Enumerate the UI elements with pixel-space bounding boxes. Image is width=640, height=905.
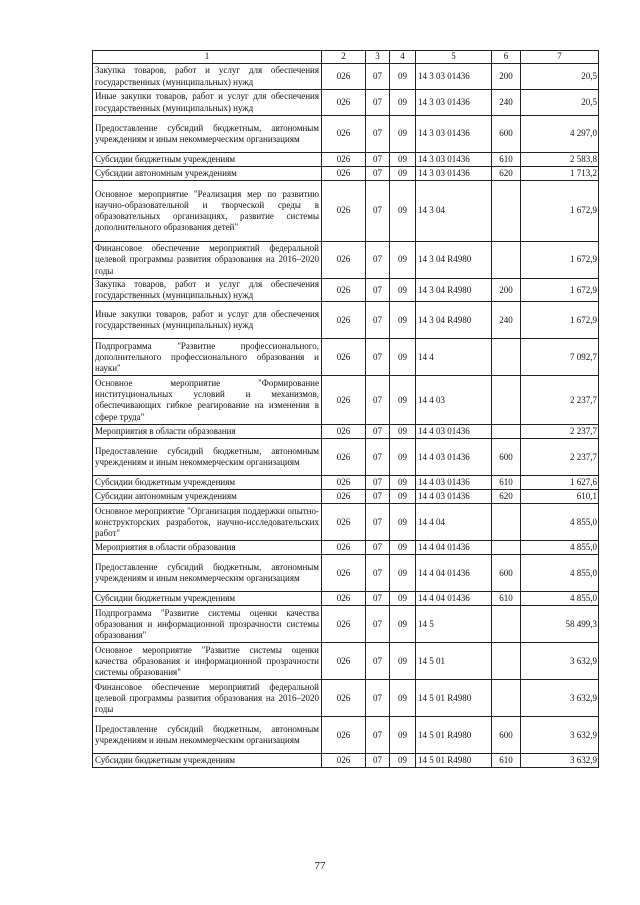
row-section: 07 <box>366 153 390 167</box>
row-section: 07 <box>366 754 390 768</box>
row-expense-type: 610 <box>492 592 521 606</box>
row-admin-code: 026 <box>322 116 366 153</box>
row-admin-code: 026 <box>322 153 366 167</box>
row-target-article: 14 5 01 R4980 <box>416 717 492 754</box>
row-name: Предоставление субсидий бюджетным, автономным учреждениям и иным некоммерческим организациям <box>93 717 322 754</box>
row-target-article: 14 3 04 <box>416 181 492 242</box>
row-subsection: 09 <box>390 606 416 643</box>
table-row <box>93 680 599 717</box>
row-name: Предоставление субсидий бюджетным, автономным учреждениям и иным некоммерческим организациям <box>93 555 322 592</box>
row-subsection: 09 <box>390 541 416 555</box>
row-admin-code: 026 <box>322 302 366 339</box>
row-name: Основное мероприятие "Развитие системы оценки качества образования и информационной прозрачности системы образования" <box>93 643 322 680</box>
row-name: Закупка товаров, работ и услуг для обеспечения государственных (муниципальных) нужд <box>93 64 322 90</box>
row-name: Основное мероприятие "Организация поддержки опытно-конструкторских разработок, научно-исследовательских работ" <box>93 504 322 541</box>
row-expense-type: 200 <box>492 279 521 302</box>
row-name: Финансовое обеспечение мероприятий федеральной целевой программы развития образования на 2016–2020 годы <box>93 680 322 717</box>
row-expense-type: 600 <box>492 555 521 592</box>
row-admin-code: 026 <box>322 680 366 717</box>
row-target-article: 14 3 04 R4980 <box>416 242 492 279</box>
row-name: Иные закупки товаров, работ и услуг для обеспечения государственных (муниципальных) нужд <box>93 90 322 116</box>
row-admin-code: 026 <box>322 425 366 439</box>
row-name: Предоставление субсидий бюджетным, автономным учреждениям и иным некоммерческим организациям <box>93 116 322 153</box>
row-admin-code: 026 <box>322 64 366 90</box>
row-target-article: 14 5 01 <box>416 643 492 680</box>
row-target-article: 14 5 01 R4980 <box>416 754 492 768</box>
row-amount: 2 237,7 <box>521 425 599 439</box>
row-target-article: 14 4 <box>416 339 492 376</box>
row-name: Субсидии бюджетным учреждениям <box>93 754 322 768</box>
row-expense-type: 620 <box>492 167 521 181</box>
row-name: Основное мероприятие "Реализация мер по развитию научно-образовательной и творческой среды в образовательных организациях, развитие системы дополнительного образования детей" <box>93 181 322 242</box>
table-body <box>93 51 599 768</box>
row-target-article: 14 4 03 <box>416 376 492 425</box>
row-admin-code: 026 <box>322 754 366 768</box>
row-expense-type: 240 <box>492 90 521 116</box>
row-section: 07 <box>366 279 390 302</box>
table-row <box>93 181 599 242</box>
row-amount: 1 672,9 <box>521 181 599 242</box>
row-section: 07 <box>366 541 390 555</box>
row-expense-type <box>492 339 521 376</box>
row-admin-code: 026 <box>322 476 366 490</box>
row-admin-code: 026 <box>322 541 366 555</box>
row-amount: 3 632,9 <box>521 754 599 768</box>
row-target-article: 14 3 04 R4980 <box>416 302 492 339</box>
row-target-article: 14 3 03 01436 <box>416 90 492 116</box>
table-row <box>93 279 599 302</box>
row-subsection: 09 <box>390 476 416 490</box>
row-section: 07 <box>366 504 390 541</box>
row-target-article: 14 4 03 01436 <box>416 490 492 504</box>
row-section: 07 <box>366 606 390 643</box>
budget-table <box>92 50 599 768</box>
row-name: Субсидии бюджетным учреждениям <box>93 153 322 167</box>
table-row <box>93 90 599 116</box>
row-section: 07 <box>366 90 390 116</box>
row-name: Субсидии бюджетным учреждениям <box>93 592 322 606</box>
row-expense-type <box>492 643 521 680</box>
row-expense-type: 600 <box>492 717 521 754</box>
header-cell-3: 3 <box>366 51 390 64</box>
row-expense-type <box>492 504 521 541</box>
row-amount: 4 855,0 <box>521 555 599 592</box>
row-expense-type <box>492 425 521 439</box>
row-amount: 3 632,9 <box>521 680 599 717</box>
row-amount: 2 583,8 <box>521 153 599 167</box>
table-row <box>93 425 599 439</box>
row-amount: 3 632,9 <box>521 643 599 680</box>
row-amount: 1 672,9 <box>521 302 599 339</box>
row-expense-type <box>492 181 521 242</box>
row-admin-code: 026 <box>322 555 366 592</box>
row-admin-code: 026 <box>322 279 366 302</box>
row-section: 07 <box>366 643 390 680</box>
row-section: 07 <box>366 476 390 490</box>
row-amount: 58 499,3 <box>521 606 599 643</box>
row-subsection: 09 <box>390 439 416 476</box>
row-subsection: 09 <box>390 592 416 606</box>
row-admin-code: 026 <box>322 242 366 279</box>
row-amount: 4 855,0 <box>521 541 599 555</box>
table-row <box>93 717 599 754</box>
row-amount: 4 855,0 <box>521 504 599 541</box>
row-expense-type: 610 <box>492 153 521 167</box>
row-expense-type <box>492 680 521 717</box>
row-section: 07 <box>366 680 390 717</box>
row-subsection: 09 <box>390 167 416 181</box>
table-row <box>93 643 599 680</box>
row-expense-type: 620 <box>492 490 521 504</box>
row-admin-code: 026 <box>322 376 366 425</box>
header-cell-2: 2 <box>322 51 366 64</box>
row-target-article: 14 3 03 01436 <box>416 116 492 153</box>
row-name: Закупка товаров, работ и услуг для обеспечения государственных (муниципальных) нужд <box>93 279 322 302</box>
row-name: Подпрограмма "Развитие профессионального, дополнительного профессионального образования и науки" <box>93 339 322 376</box>
row-admin-code: 026 <box>322 606 366 643</box>
table-row <box>93 490 599 504</box>
row-amount: 2 237,7 <box>521 439 599 476</box>
row-expense-type <box>492 541 521 555</box>
row-target-article: 14 4 04 01436 <box>416 592 492 606</box>
row-subsection: 09 <box>390 242 416 279</box>
row-name: Мероприятия в области образования <box>93 425 322 439</box>
row-section: 07 <box>366 439 390 476</box>
row-admin-code: 026 <box>322 181 366 242</box>
row-expense-type <box>492 376 521 425</box>
row-amount: 20,5 <box>521 64 599 90</box>
row-subsection: 09 <box>390 339 416 376</box>
row-subsection: 09 <box>390 717 416 754</box>
row-subsection: 09 <box>390 153 416 167</box>
row-subsection: 09 <box>390 490 416 504</box>
row-target-article: 14 4 03 01436 <box>416 425 492 439</box>
row-expense-type: 200 <box>492 64 521 90</box>
row-expense-type <box>492 242 521 279</box>
row-admin-code: 026 <box>322 504 366 541</box>
header-cell-5: 5 <box>416 51 492 64</box>
table-row <box>93 376 599 425</box>
row-expense-type: 600 <box>492 116 521 153</box>
row-amount: 610,1 <box>521 490 599 504</box>
row-subsection: 09 <box>390 90 416 116</box>
row-target-article: 14 5 <box>416 606 492 643</box>
row-section: 07 <box>366 425 390 439</box>
row-amount: 3 632,9 <box>521 717 599 754</box>
row-name: Субсидии автономным учреждениям <box>93 167 322 181</box>
table-row <box>93 242 599 279</box>
header-cell-6: 6 <box>492 51 521 64</box>
table-row <box>93 541 599 555</box>
table-row <box>93 64 599 90</box>
row-subsection: 09 <box>390 302 416 339</box>
row-target-article: 14 4 04 01436 <box>416 541 492 555</box>
row-amount: 4 297,0 <box>521 116 599 153</box>
row-section: 07 <box>366 717 390 754</box>
header-cell-1: 1 <box>93 51 322 64</box>
table-row <box>93 592 599 606</box>
row-admin-code: 026 <box>322 439 366 476</box>
row-section: 07 <box>366 167 390 181</box>
row-admin-code: 026 <box>322 167 366 181</box>
header-cell-4: 4 <box>390 51 416 64</box>
row-section: 07 <box>366 181 390 242</box>
row-section: 07 <box>366 302 390 339</box>
row-name: Иные закупки товаров, работ и услуг для обеспечения государственных (муниципальных) нужд <box>93 302 322 339</box>
row-amount: 1 627,6 <box>521 476 599 490</box>
row-target-article: 14 4 04 <box>416 504 492 541</box>
row-target-article: 14 5 01 R4980 <box>416 680 492 717</box>
row-expense-type: 240 <box>492 302 521 339</box>
row-subsection: 09 <box>390 754 416 768</box>
row-expense-type: 600 <box>492 439 521 476</box>
table-row <box>93 606 599 643</box>
table-row <box>93 439 599 476</box>
row-target-article: 14 4 03 01436 <box>416 476 492 490</box>
row-name: Мероприятия в области образования <box>93 541 322 555</box>
row-subsection: 09 <box>390 64 416 90</box>
row-expense-type <box>492 606 521 643</box>
row-name: Подпрограмма "Развитие системы оценки качества образования и информационной прозрачности системы образования" <box>93 606 322 643</box>
row-target-article: 14 3 03 01436 <box>416 167 492 181</box>
row-admin-code: 026 <box>322 592 366 606</box>
row-amount: 1 713,2 <box>521 167 599 181</box>
row-subsection: 09 <box>390 504 416 541</box>
row-section: 07 <box>366 555 390 592</box>
row-amount: 1 672,9 <box>521 279 599 302</box>
row-amount: 1 672,9 <box>521 242 599 279</box>
row-subsection: 09 <box>390 555 416 592</box>
table-row <box>93 754 599 768</box>
row-section: 07 <box>366 376 390 425</box>
table-row <box>93 339 599 376</box>
row-admin-code: 026 <box>322 339 366 376</box>
row-section: 07 <box>366 116 390 153</box>
table-row <box>93 476 599 490</box>
table-row <box>93 504 599 541</box>
row-admin-code: 026 <box>322 643 366 680</box>
row-name: Финансовое обеспечение мероприятий федеральной целевой программы развития образования на 2016–2020 годы <box>93 242 322 279</box>
row-amount: 20,5 <box>521 90 599 116</box>
row-expense-type: 610 <box>492 476 521 490</box>
row-subsection: 09 <box>390 116 416 153</box>
header-cell-7: 7 <box>521 51 599 64</box>
row-subsection: 09 <box>390 279 416 302</box>
row-name: Основное мероприятие "Формирование институциональных условий и механизмов, обеспечивающих гибкое реагирование на изменения в сфере труда" <box>93 376 322 425</box>
row-subsection: 09 <box>390 643 416 680</box>
row-section: 07 <box>366 592 390 606</box>
row-subsection: 09 <box>390 181 416 242</box>
row-amount: 2 237,7 <box>521 376 599 425</box>
row-admin-code: 026 <box>322 717 366 754</box>
table-row <box>93 555 599 592</box>
row-expense-type: 610 <box>492 754 521 768</box>
table-row <box>93 153 599 167</box>
table-row <box>93 167 599 181</box>
row-section: 07 <box>366 490 390 504</box>
page-number: 77 <box>314 860 326 872</box>
row-subsection: 09 <box>390 680 416 717</box>
row-section: 07 <box>366 242 390 279</box>
row-amount: 7 092,7 <box>521 339 599 376</box>
row-section: 07 <box>366 64 390 90</box>
row-admin-code: 026 <box>322 490 366 504</box>
row-target-article: 14 4 04 01436 <box>416 555 492 592</box>
header-row <box>93 51 599 64</box>
row-target-article: 14 3 03 01436 <box>416 64 492 90</box>
row-target-article: 14 3 03 01436 <box>416 153 492 167</box>
row-amount: 4 855,0 <box>521 592 599 606</box>
row-section: 07 <box>366 339 390 376</box>
row-name: Предоставление субсидий бюджетным, автономным учреждениям и иным некоммерческим организациям <box>93 439 322 476</box>
table-row <box>93 116 599 153</box>
row-target-article: 14 4 03 01436 <box>416 439 492 476</box>
row-admin-code: 026 <box>322 90 366 116</box>
row-target-article: 14 3 04 R4980 <box>416 279 492 302</box>
row-name: Субсидии автономным учреждениям <box>93 490 322 504</box>
row-subsection: 09 <box>390 425 416 439</box>
row-name: Субсидии бюджетным учреждениям <box>93 476 322 490</box>
row-subsection: 09 <box>390 376 416 425</box>
table-row <box>93 302 599 339</box>
